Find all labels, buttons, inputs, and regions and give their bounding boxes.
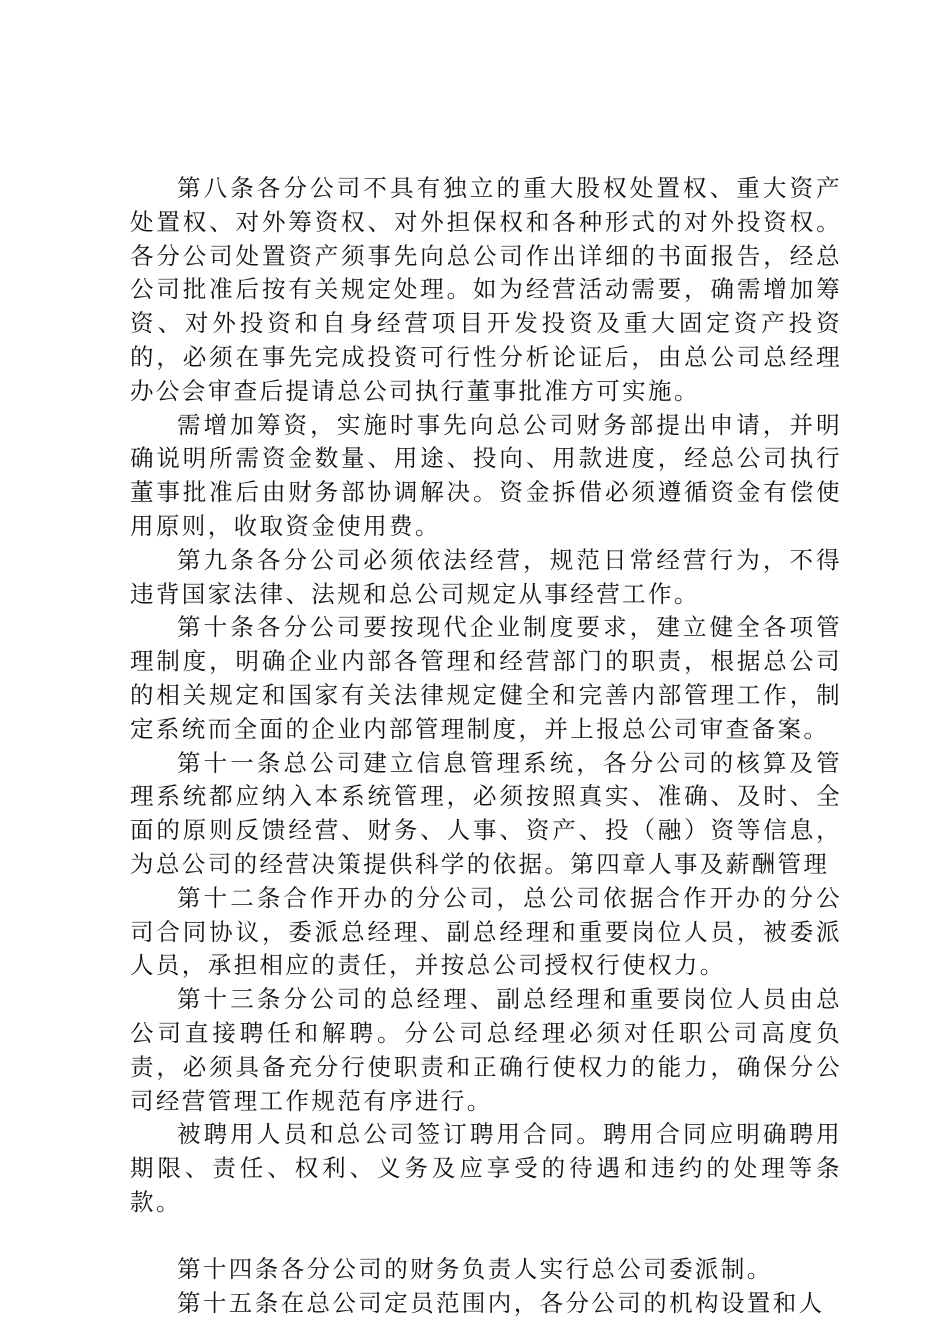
paragraph-article-10: 第十条各分公司要按现代企业制度要求，建立健全各项管理制度，明确企业内部各管理和经营部门的职责，根据总公司的相关规定和国家有关法律规定健全和完善内部管理工作，制定系统而全面的企业内部管理制度，并上报总公司审查备案。 [130, 613, 842, 743]
paragraph-article-12: 第十二条合作开办的分公司，总公司依据合作开办的分公司合同协议，委派总经理、副总经理和重要岗位人员，被委派人员，承担相应的责任，并按总公司授权行使权力。 [130, 883, 842, 980]
paragraph-article-8: 第八条各分公司不具有独立的重大股权处置权、重大资产处置权、对外筹资权、对外担保权和各种形式的对外投资权。各分公司处置资产须事先向总公司作出详细的书面报告，经总公司批准后按有关规定处理。如为经营活动需要，确需增加筹资、对外投资和自身经营项目开发投资及重大固定资产投资的，必须在事先完成投资可行性分析论证后，由总公司总经理办公会审查后提请总公司执行董事批准方可实施。 [130, 174, 842, 405]
paragraph-article-9: 第九条各分公司必须依法经营，规范日常经营行为，不得违背国家法律、法规和总公司规定从事经营工作。 [130, 545, 842, 608]
paragraph-spacer [130, 1220, 842, 1253]
document-page [130, 172, 842, 1320]
paragraph-article-14: 第十四条各分公司的财务负责人实行总公司委派制。 [177, 1254, 773, 1283]
paragraph-article-11: 第十一条总公司建立信息管理系统，各分公司的核算及管理系统都应纳入本系统管理，必须按照真实、准确、及时、全面的原则反馈经营、财务、人事、资产、投（融）资等信息，为总公司的经营决策提供科学的依据。第四章人事及薪酬管理 [130, 748, 842, 878]
paragraph-employment-contract: 被聘用人员和总公司签订聘用合同。聘用合同应明确聘用期限、责任、权利、义务及应享受的待遇和违约的处理等条款。 [130, 1120, 842, 1216]
paragraph-article-15: 第十五条在总公司定员范围内，各分公司的机构设置和人 [177, 1288, 825, 1317]
paragraph-financing-request: 需增加筹资，实施时事先向总公司财务部提出申请，并明确说明所需资金数量、用途、投向、用款进度，经总公司执行董事批准后由财务部协调解决。资金拆借必须遵循资金有偿使用原则，收取资金使用费。 [130, 410, 842, 540]
paragraph-article-13: 第十三条分公司的总经理、副总经理和重要岗位人员由总公司直接聘任和解聘。分公司总经理必须对任职公司高度负责，必须具备充分行使职责和正确行使权力的能力，确保分公司经营管理工作规范有序进行。 [130, 985, 842, 1115]
